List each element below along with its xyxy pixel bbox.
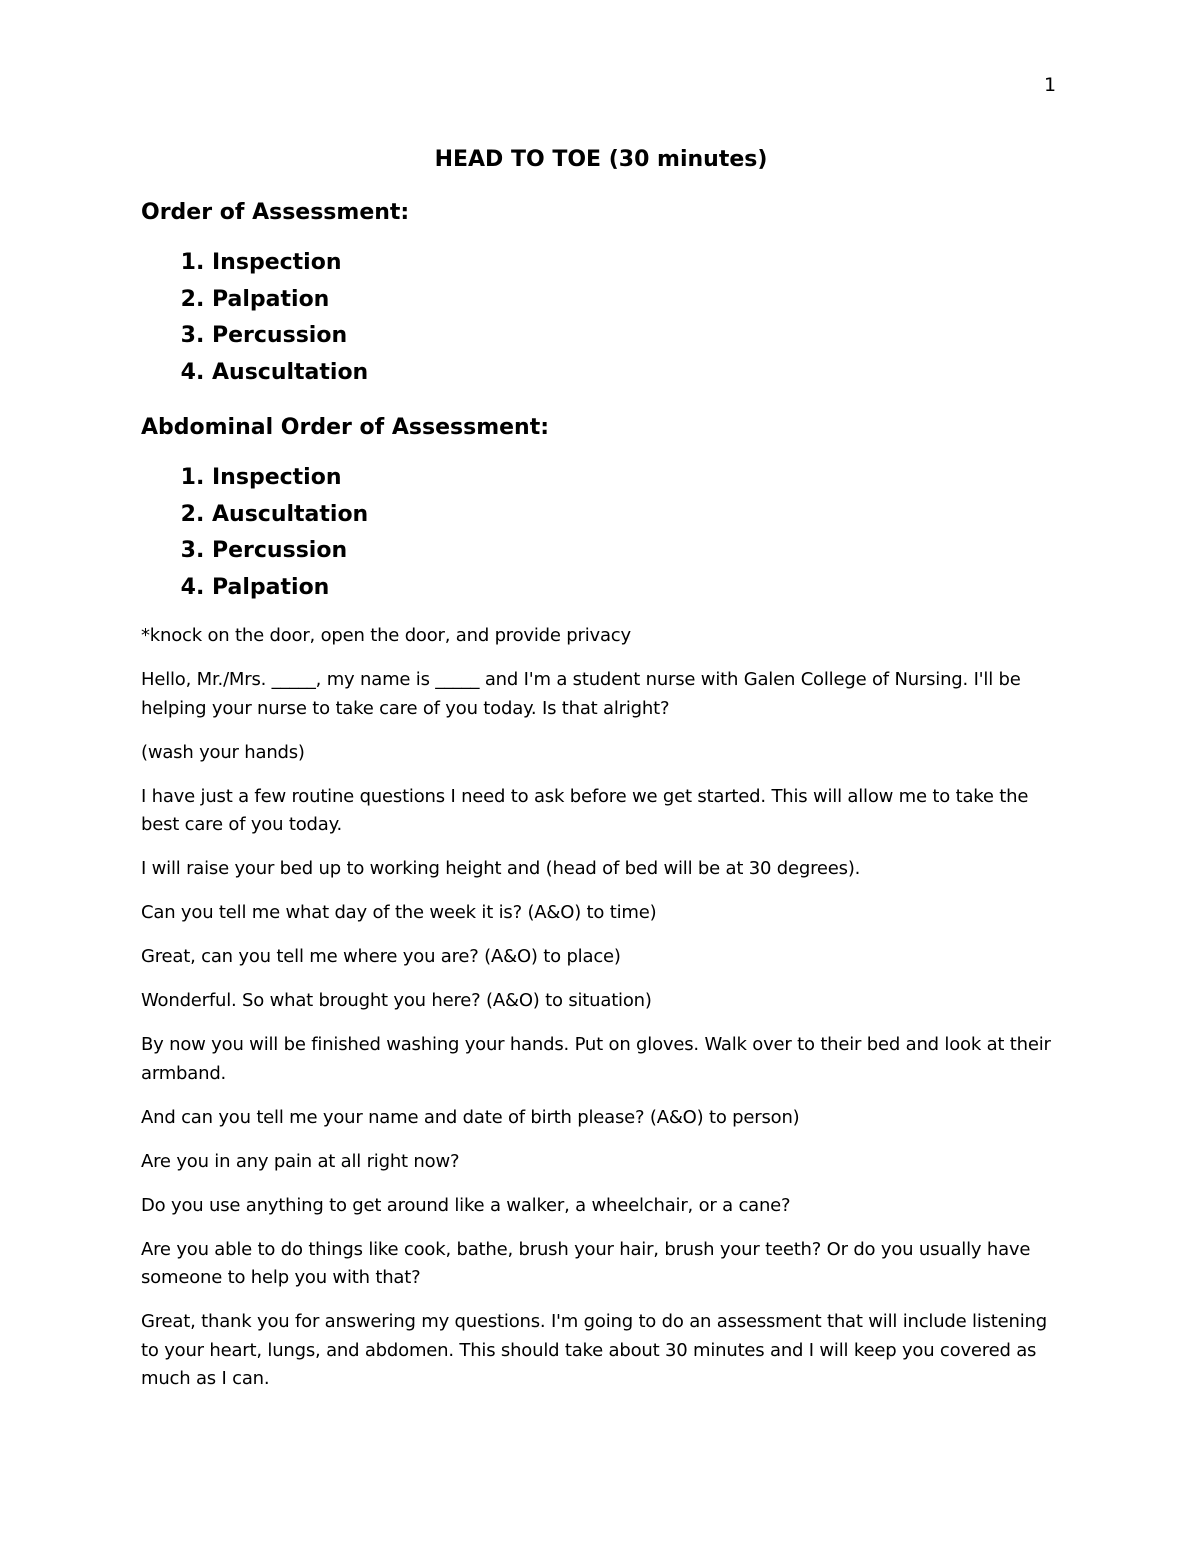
paragraph: Can you tell me what day of the week it is? (A&O) to time) — [141, 902, 657, 923]
paragraph: By now you will be finished washing your hands. Put on gloves. Walk over to their bed and look at their armband. — [141, 1034, 1051, 1084]
paragraph: Are you in any pain at all right now? — [141, 1150, 460, 1172]
order-of-assessment-list — [141, 245, 1061, 391]
list-item: 3. Percussion — [212, 318, 1061, 355]
abdominal-order-heading: Abdominal Order of Assessment: — [141, 415, 550, 440]
paragraph: Wonderful. So what brought you here? (A&O) to situation) — [141, 990, 652, 1011]
document-body — [141, 140, 1061, 1409]
script-paragraphs — [141, 622, 1061, 1394]
paragraph: Do you use anything to get around like a walker, a wheelchair, or a cane? — [141, 1194, 791, 1216]
paragraph: Hello, Mr./Mrs. _____, my name is _____ and I'm a student nurse with Galen College of Nursing. I'll be helping your nurse to take care of you today. Is that alright? — [141, 669, 1021, 719]
paragraph: I have just a few routine questions I need to ask before we get started. This will allow me to take the best care of you today. — [141, 785, 1029, 835]
abdominal-order-list — [141, 460, 1061, 606]
list-item: 2. Palpation — [212, 282, 1061, 319]
paragraph: *knock on the door, open the door, and provide privacy — [141, 625, 631, 646]
page-title: HEAD TO TOE (30 minutes) — [434, 147, 768, 172]
page-number: 1 — [1044, 74, 1057, 96]
paragraph: Great, thank you for answering my questions. I'm going to do an assessment that will include listening to your heart, lungs, and abdomen. This should take about 30 minutes and I will keep you covered as much as I can. — [141, 1311, 1047, 1389]
list-item: 4. Palpation — [212, 570, 1061, 607]
list-item: 1. Inspection — [212, 245, 1061, 282]
list-item: 4. Auscultation — [212, 355, 1061, 392]
paragraph: Great, can you tell me where you are? (A&O) to place) — [141, 946, 621, 967]
order-of-assessment-heading: Order of Assessment: — [141, 200, 410, 225]
paragraph: (wash your hands) — [141, 741, 305, 763]
paragraph: And can you tell me your name and date of birth please? (A&O) to person) — [141, 1106, 800, 1128]
paragraph: I will raise your bed up to working height and (head of bed will be at 30 degrees). — [141, 858, 861, 879]
list-item: 2. Auscultation — [212, 497, 1061, 534]
paragraph: Are you able to do things like cook, bathe, brush your hair, brush your teeth? Or do you usually have someone to help you with that? — [141, 1238, 1031, 1288]
list-item: 1. Inspection — [212, 460, 1061, 497]
list-item: 3. Percussion — [212, 533, 1061, 570]
